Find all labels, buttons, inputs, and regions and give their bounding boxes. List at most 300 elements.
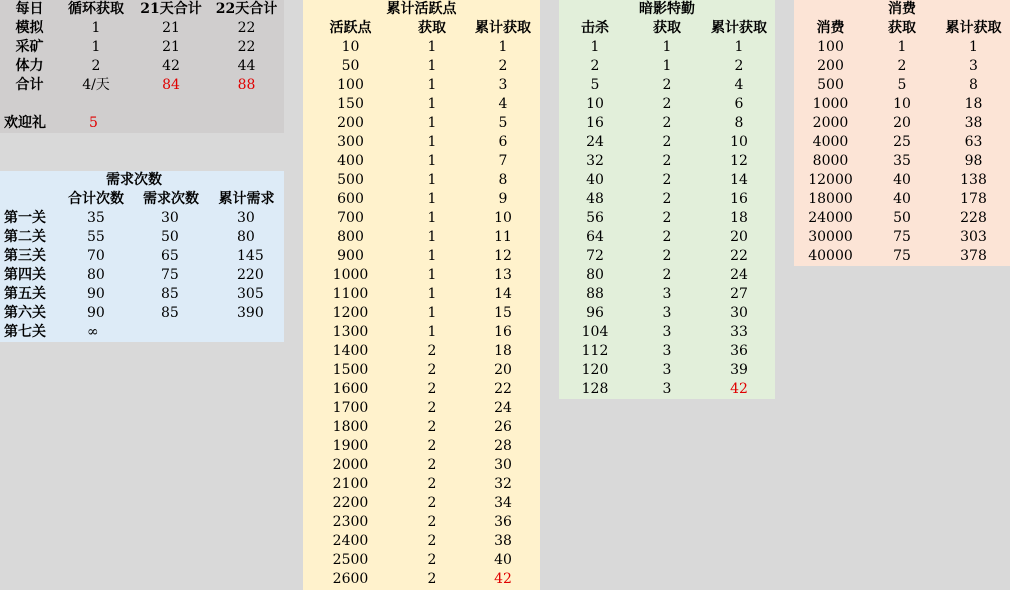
spend-row-cell[interactable]: 1 [969,39,978,55]
activity-row-cell[interactable]: 1 [427,267,437,283]
activity-row [303,532,540,551]
activity-row-cell[interactable]: 1 [427,229,437,245]
shadow-row-cell[interactable]: 80 [586,267,604,283]
activity-row [303,551,540,570]
shadow-row-cell[interactable]: 10 [586,96,604,112]
activity-row-cell[interactable]: 8 [498,172,508,188]
demand-need-cell[interactable]: 85 [161,305,179,321]
spend-header-cell[interactable]: 获取 [888,20,916,36]
spend-row-cell[interactable]: 378 [960,248,987,264]
activity-row [303,380,540,399]
activity-row-cell[interactable]: 26 [494,419,512,435]
daily-header-cell[interactable]: 21天合计 [140,1,202,17]
demand-total-cell[interactable]: 80 [87,267,105,283]
welcome-value[interactable]: 5 [89,115,98,131]
spend-row [794,190,1010,209]
shadow-row-cell[interactable]: 2 [590,58,600,74]
activity-row-cell[interactable]: 2 [427,495,437,511]
shadow-row [559,323,775,342]
activity-row-cell[interactable]: 2200 [332,495,369,511]
spend-row-cell[interactable]: 8 [969,77,978,93]
activity-row-cell[interactable]: 2100 [332,476,369,492]
shadow-row-cell[interactable]: 40 [586,172,604,188]
demand-total-cell[interactable]: 55 [87,229,105,245]
activity-row [303,114,540,133]
activity-row [303,323,540,342]
activity-title[interactable]: 累计活跃点 [386,1,457,17]
shadow-row-cell[interactable]: 3 [662,362,672,378]
activity-row-cell[interactable]: 1700 [332,400,369,416]
activity-row-cell[interactable]: 1200 [332,305,369,321]
spend-header-cell[interactable]: 累计获取 [945,20,1002,36]
activity-row-cell[interactable]: 2 [427,400,437,416]
demand-row [0,247,284,266]
activity-row [303,266,540,285]
demand-level-cell[interactable]: 第六关 [4,305,46,321]
activity-row [303,456,540,475]
shadow-row-cell[interactable]: 6 [734,96,744,112]
activity-row-cell[interactable]: 5 [498,115,508,131]
demand-header-cell[interactable]: 合计次数 [68,191,124,207]
activity-row-cell[interactable]: 11 [494,229,512,245]
demand-cumulative-cell[interactable] [209,323,284,342]
activity-row-cell[interactable]: 1 [427,324,437,340]
demand-need-cell[interactable]: 50 [161,229,179,245]
shadow-row-cell[interactable]: 64 [586,229,604,245]
activity-row-cell[interactable]: 1 [427,286,437,302]
daily-cell[interactable]: 22 [237,39,256,55]
spend-row-cell[interactable]: 178 [960,191,987,207]
shadow-row [559,247,775,266]
shadow-row [559,152,775,171]
shadow-row-cell[interactable]: 27 [730,286,748,302]
shadow-row-cell[interactable]: 2 [662,153,672,169]
demand-cumulative-cell[interactable]: 80 [237,229,255,245]
activity-row [303,152,540,171]
activity-row [303,475,540,494]
daily-total-21-cell[interactable]: 84 [162,77,180,93]
activity-row-cell[interactable]: 600 [337,191,364,207]
activity-row-cell[interactable]: 10 [494,210,512,226]
daily-total-22-cell[interactable]: 88 [237,77,256,93]
activity-row-cell[interactable]: 1 [427,305,437,321]
demand-row [0,304,284,323]
shadow-row-cell[interactable]: 22 [730,248,748,264]
activity-row-cell[interactable]: 1 [427,96,437,112]
daily-label-cell[interactable]: 体力 [15,58,44,74]
shadow-row [559,76,775,95]
welcome-row [0,114,284,133]
daily-cell[interactable]: 2 [91,58,101,74]
shadow-row-cell[interactable]: 1 [662,39,672,55]
shadow-row-cell[interactable]: 1 [590,39,600,55]
activity-row-cell[interactable]: 2 [427,476,437,492]
activity-row-cell[interactable]: 12 [494,248,512,264]
spend-row [794,247,1010,266]
shadow-row-cell[interactable]: 36 [730,343,748,359]
activity-row-cell[interactable]: 14 [494,286,512,302]
activity-row-cell[interactable]: 1500 [332,362,369,378]
daily-row [0,57,284,76]
grid-col-line [775,0,776,590]
demand-total-cell[interactable]: 90 [87,305,105,321]
shadow-row-cell[interactable]: 24 [730,267,748,283]
demand-need-cell[interactable]: 65 [161,248,179,264]
spend-row-cell[interactable]: 40 [893,172,911,188]
activity-row-cell[interactable]: 2000 [332,457,369,473]
shadow-row-cell[interactable]: 16 [586,115,604,131]
spend-row-cell[interactable]: 30000 [808,229,853,245]
activity-row-cell[interactable]: 1900 [332,438,369,454]
shadow-row-cell[interactable]: 18 [730,210,748,226]
activity-row-cell[interactable]: 200 [337,115,364,131]
activity-row-cell[interactable]: 2500 [332,552,369,568]
daily-header-row [0,0,284,19]
daily-cell[interactable]: 1 [91,39,101,55]
spend-row-cell[interactable]: 98 [964,153,983,169]
spend-row-cell[interactable]: 40 [893,191,911,207]
shadow-row-cell[interactable]: 20 [730,229,748,245]
activity-header-cell[interactable]: 累计获取 [475,20,531,36]
shadow-row-cell[interactable]: 120 [581,362,609,378]
daily-cell[interactable]: 42 [162,58,180,74]
shadow-row-cell[interactable]: 3 [662,305,672,321]
grid-col-line [540,0,541,590]
empty-cell[interactable] [133,114,209,133]
activity-row-cell[interactable]: 40 [494,552,512,568]
shadow-row-cell[interactable]: 2 [662,248,672,264]
shadow-row [559,304,775,323]
shadow-row-cell[interactable]: 4 [734,77,744,93]
activity-row-cell[interactable]: 1600 [332,381,369,397]
demand-row [0,323,284,342]
spend-header-cell[interactable]: 消费 [816,20,845,36]
shadow-header-cell[interactable]: 击杀 [581,20,609,36]
demand-total-cell[interactable]: 35 [87,210,105,226]
shadow-row-cell[interactable]: 1 [662,58,672,74]
demand-level-cell[interactable]: 第一关 [4,210,46,226]
activity-row-cell[interactable]: 4 [498,96,508,112]
activity-row-cell[interactable]: 1300 [332,324,369,340]
daily-cell[interactable]: 21 [162,20,180,36]
activity-row-cell[interactable]: 800 [337,229,364,245]
activity-row-cell[interactable]: 16 [494,324,512,340]
activity-row-cell[interactable]: 2 [427,533,437,549]
shadow-row-cell[interactable]: 12 [730,153,748,169]
demand-row [0,228,284,247]
shadow-row-cell[interactable]: 2 [662,191,672,207]
spend-row-cell[interactable]: 50 [893,210,911,226]
activity-row-cell[interactable]: 6 [498,134,508,150]
activity-row-cell[interactable]: 1 [427,115,437,131]
daily-label-cell[interactable]: 采矿 [15,39,44,55]
shadow-header-cell[interactable]: 获取 [653,20,681,36]
activity-row-cell[interactable]: 2 [427,457,437,473]
demand-title[interactable]: 需求次数 [106,172,162,188]
demand-title-row [0,171,284,190]
spend-row-cell[interactable]: 38 [964,115,983,131]
activity-row [303,437,540,456]
activity-row-cell[interactable]: 18 [494,343,512,359]
activity-row-cell[interactable]: 13 [494,267,512,283]
shadow-row [559,114,775,133]
spend-row-cell[interactable]: 2 [897,58,907,74]
spend-row-cell[interactable]: 18 [964,96,983,112]
activity-row-cell[interactable]: 1 [427,210,437,226]
activity-row-cell[interactable]: 2 [427,552,437,568]
shadow-row-cell[interactable]: 3 [662,381,672,397]
shadow-row [559,380,775,399]
activity-row-cell[interactable]: 10 [341,39,360,55]
spend-row-cell[interactable]: 12000 [808,172,853,188]
shadow-row-cell[interactable]: 8 [734,115,744,131]
spend-row-cell[interactable]: 3 [969,58,978,74]
shadow-row-cell[interactable]: 2 [662,210,672,226]
shadow-row-cell[interactable]: 72 [586,248,604,264]
demand-cumulative-cell[interactable]: 220 [237,267,264,283]
demand-level-cell[interactable]: 第七关 [4,324,46,340]
shadow-row-cell[interactable]: 112 [581,343,609,359]
spend-row-cell[interactable]: 75 [893,229,911,245]
empty-cell[interactable] [0,190,59,209]
spend-row-cell[interactable]: 228 [960,210,987,226]
activity-row-cell[interactable]: 42 [494,571,512,587]
daily-cell[interactable]: 1 [91,20,101,36]
spend-row-cell[interactable]: 5 [897,77,907,93]
shadow-row [559,190,775,209]
activity-row-cell[interactable]: 2 [427,514,437,530]
shadow-row-cell[interactable]: 3 [662,324,672,340]
spend-row-cell[interactable]: 35 [893,153,911,169]
spend-row-cell[interactable]: 75 [893,248,911,264]
activity-row-cell[interactable]: 50 [341,58,360,74]
spend-row-cell[interactable]: 20 [893,115,911,131]
activity-row-cell[interactable]: 2 [427,362,437,378]
demand-need-cell[interactable]: 30 [161,210,179,226]
shadow-row-cell[interactable]: 5 [590,77,600,93]
shadow-row-cell[interactable]: 16 [730,191,748,207]
shadow-row-cell[interactable]: 104 [581,324,609,340]
empty-cell[interactable] [209,114,284,133]
grid-col-line [284,0,285,590]
spend-row-cell[interactable]: 1 [897,39,907,55]
spend-title[interactable]: 消费 [888,1,916,17]
activity-row-cell[interactable]: 34 [494,495,512,511]
daily-header-cell[interactable]: 循环获取 [68,1,124,17]
activity-title-row [303,0,540,19]
spend-row-cell[interactable]: 500 [817,77,844,93]
demand-level-cell[interactable]: 第三关 [4,248,46,264]
daily-total-label[interactable]: 合计 [15,77,44,93]
activity-row-cell[interactable]: 22 [494,381,512,397]
demand-need-cell[interactable]: 85 [161,286,179,302]
shadow-row-cell[interactable]: 2 [734,58,744,74]
activity-header-cell[interactable]: 活跃点 [329,20,372,36]
activity-header-row [303,19,540,38]
spend-row [794,152,1010,171]
activity-row-cell[interactable]: 20 [494,362,512,378]
activity-row-cell[interactable]: 1 [427,134,437,150]
daily-cell[interactable]: 21 [162,39,180,55]
shadow-row-cell[interactable]: 39 [730,362,748,378]
shadow-row [559,342,775,361]
shadow-row-cell[interactable]: 2 [662,77,672,93]
activity-row-cell[interactable]: 150 [337,96,364,112]
activity-header-cell[interactable]: 获取 [418,20,446,36]
demand-total-cell[interactable]: 70 [87,248,105,264]
activity-row-cell[interactable]: 1 [427,172,437,188]
activity-row-cell[interactable]: 38 [494,533,512,549]
activity-row-cell[interactable]: 1000 [332,267,369,283]
activity-row-cell[interactable]: 500 [337,172,364,188]
spend-row-cell[interactable]: 1000 [812,96,849,112]
activity-row-cell[interactable]: 36 [494,514,512,530]
activity-row [303,190,540,209]
shadow-row-cell[interactable]: 3 [662,286,672,302]
activity-row-cell[interactable]: 1800 [332,419,369,435]
shadow-row-cell[interactable]: 56 [586,210,604,226]
shadow-row-cell[interactable]: 2 [662,172,672,188]
activity-row-cell[interactable]: 15 [494,305,512,321]
shadow-row-cell[interactable]: 10 [730,134,748,150]
daily-cell[interactable]: 22 [237,20,256,36]
shadow-row [559,266,775,285]
shadow-title[interactable]: 暗影特勤 [639,1,696,17]
spend-row-cell[interactable]: 63 [964,134,983,150]
daily-empty-row [0,95,284,114]
demand-cumulative-cell[interactable]: 390 [237,305,264,321]
shadow-row-cell[interactable]: 24 [586,134,604,150]
demand-total-cell[interactable]: 90 [87,286,105,302]
shadow-row-cell[interactable]: 2 [662,134,672,150]
spend-row-cell[interactable]: 138 [960,172,987,188]
demand-level-cell[interactable]: 第二关 [4,229,46,245]
welcome-label[interactable]: 欢迎礼 [4,115,46,131]
shadow-row-cell[interactable]: 2 [662,96,672,112]
activity-row-cell[interactable]: 1 [427,153,437,169]
demand-total-cell[interactable]: ∞ [87,324,99,340]
shadow-header-cell[interactable]: 累计获取 [711,20,768,36]
daily-total-cell[interactable]: 4/天 [82,77,110,93]
demand-cumulative-cell[interactable]: 305 [237,286,264,302]
shadow-row-cell[interactable]: 2 [662,115,672,131]
spend-row-cell[interactable]: 100 [817,39,844,55]
daily-cell[interactable]: 44 [237,58,256,74]
activity-row-cell[interactable]: 28 [494,438,512,454]
activity-row-cell[interactable]: 1 [498,39,508,55]
shadow-row-cell[interactable]: 33 [730,324,748,340]
activity-row-cell[interactable]: 1100 [332,286,369,302]
activity-row [303,247,540,266]
spend-row-cell[interactable]: 25 [893,134,911,150]
demand-header-cell[interactable]: 需求次数 [143,191,199,207]
shadow-row [559,209,775,228]
activity-row-cell[interactable]: 300 [337,134,364,150]
daily-label-cell[interactable]: 模拟 [15,20,44,36]
activity-row-cell[interactable]: 9 [498,191,508,207]
spend-row-cell[interactable]: 24000 [808,210,853,226]
demand-cumulative-cell[interactable]: 30 [237,210,255,226]
activity-row-cell[interactable]: 1 [427,191,437,207]
demand-level-cell[interactable]: 第五关 [4,286,46,302]
activity-row-cell[interactable]: 3 [498,77,508,93]
spend-row-cell[interactable]: 8000 [812,153,849,169]
shadow-row-cell[interactable]: 88 [586,286,604,302]
shadow-row-cell[interactable]: 2 [662,267,672,283]
spend-row-cell[interactable]: 18000 [808,191,853,207]
empty-cell[interactable] [0,171,59,190]
activity-row-cell[interactable]: 2 [427,438,437,454]
activity-row [303,95,540,114]
spend-row-cell[interactable]: 2000 [812,115,849,131]
shadow-row-cell[interactable]: 128 [581,381,609,397]
shadow-row-cell[interactable]: 3 [662,343,672,359]
shadow-row-cell[interactable]: 48 [586,191,604,207]
activity-row [303,285,540,304]
empty-cell[interactable] [0,95,284,114]
spend-row [794,171,1010,190]
activity-row [303,513,540,532]
activity-row-cell[interactable]: 1 [427,39,437,55]
activity-row-cell[interactable]: 2300 [332,514,369,530]
shadow-row-cell[interactable]: 30 [730,305,748,321]
spend-row-cell[interactable]: 4000 [812,134,849,150]
activity-row-cell[interactable]: 400 [337,153,364,169]
activity-row-cell[interactable]: 1 [427,248,437,264]
activity-row [303,342,540,361]
activity-row-cell[interactable]: 2 [427,419,437,435]
activity-row-cell[interactable]: 2600 [332,571,369,587]
spend-row-cell[interactable]: 40000 [808,248,853,264]
demand-header-cell[interactable]: 累计需求 [218,191,275,207]
activity-row-cell[interactable]: 2400 [332,533,369,549]
daily-header-cell[interactable]: 22天合计 [215,1,278,17]
spend-row-cell[interactable]: 303 [960,229,987,245]
activity-row-cell[interactable]: 700 [337,210,364,226]
activity-row-cell[interactable]: 1 [427,58,437,74]
activity-row-cell[interactable]: 1 [427,77,437,93]
shadow-row [559,228,775,247]
activity-row-cell[interactable]: 2 [427,571,437,587]
activity-row [303,418,540,437]
daily-header-cell[interactable]: 每日 [15,1,44,17]
activity-row-cell[interactable]: 2 [498,58,508,74]
activity-row-cell[interactable]: 30 [494,457,512,473]
empty-cell[interactable] [209,171,284,190]
activity-row-cell[interactable]: 7 [498,153,508,169]
activity-row-cell[interactable]: 24 [494,400,512,416]
activity-row-cell[interactable]: 2 [427,381,437,397]
shadow-row-cell[interactable]: 32 [586,153,604,169]
shadow-row-cell[interactable]: 1 [734,39,744,55]
spend-row-cell[interactable]: 200 [817,58,844,74]
shadow-row-cell[interactable]: 96 [586,305,604,321]
activity-row-cell[interactable]: 32 [494,476,512,492]
activity-points-table [303,0,540,590]
demand-need-cell[interactable]: 75 [161,267,179,283]
demand-level-cell[interactable]: 第四关 [4,267,46,283]
shadow-row-cell[interactable]: 42 [730,381,748,397]
demand-cumulative-cell[interactable]: 145 [237,248,264,264]
activity-row-cell[interactable]: 1400 [332,343,369,359]
spend-row-cell[interactable]: 10 [893,96,911,112]
shadow-row-cell[interactable]: 2 [662,229,672,245]
activity-row-cell[interactable]: 2 [427,343,437,359]
activity-row-cell[interactable]: 900 [337,248,364,264]
activity-row-cell[interactable]: 100 [337,77,364,93]
shadow-row-cell[interactable]: 14 [730,172,748,188]
demand-need-cell[interactable] [133,323,209,342]
